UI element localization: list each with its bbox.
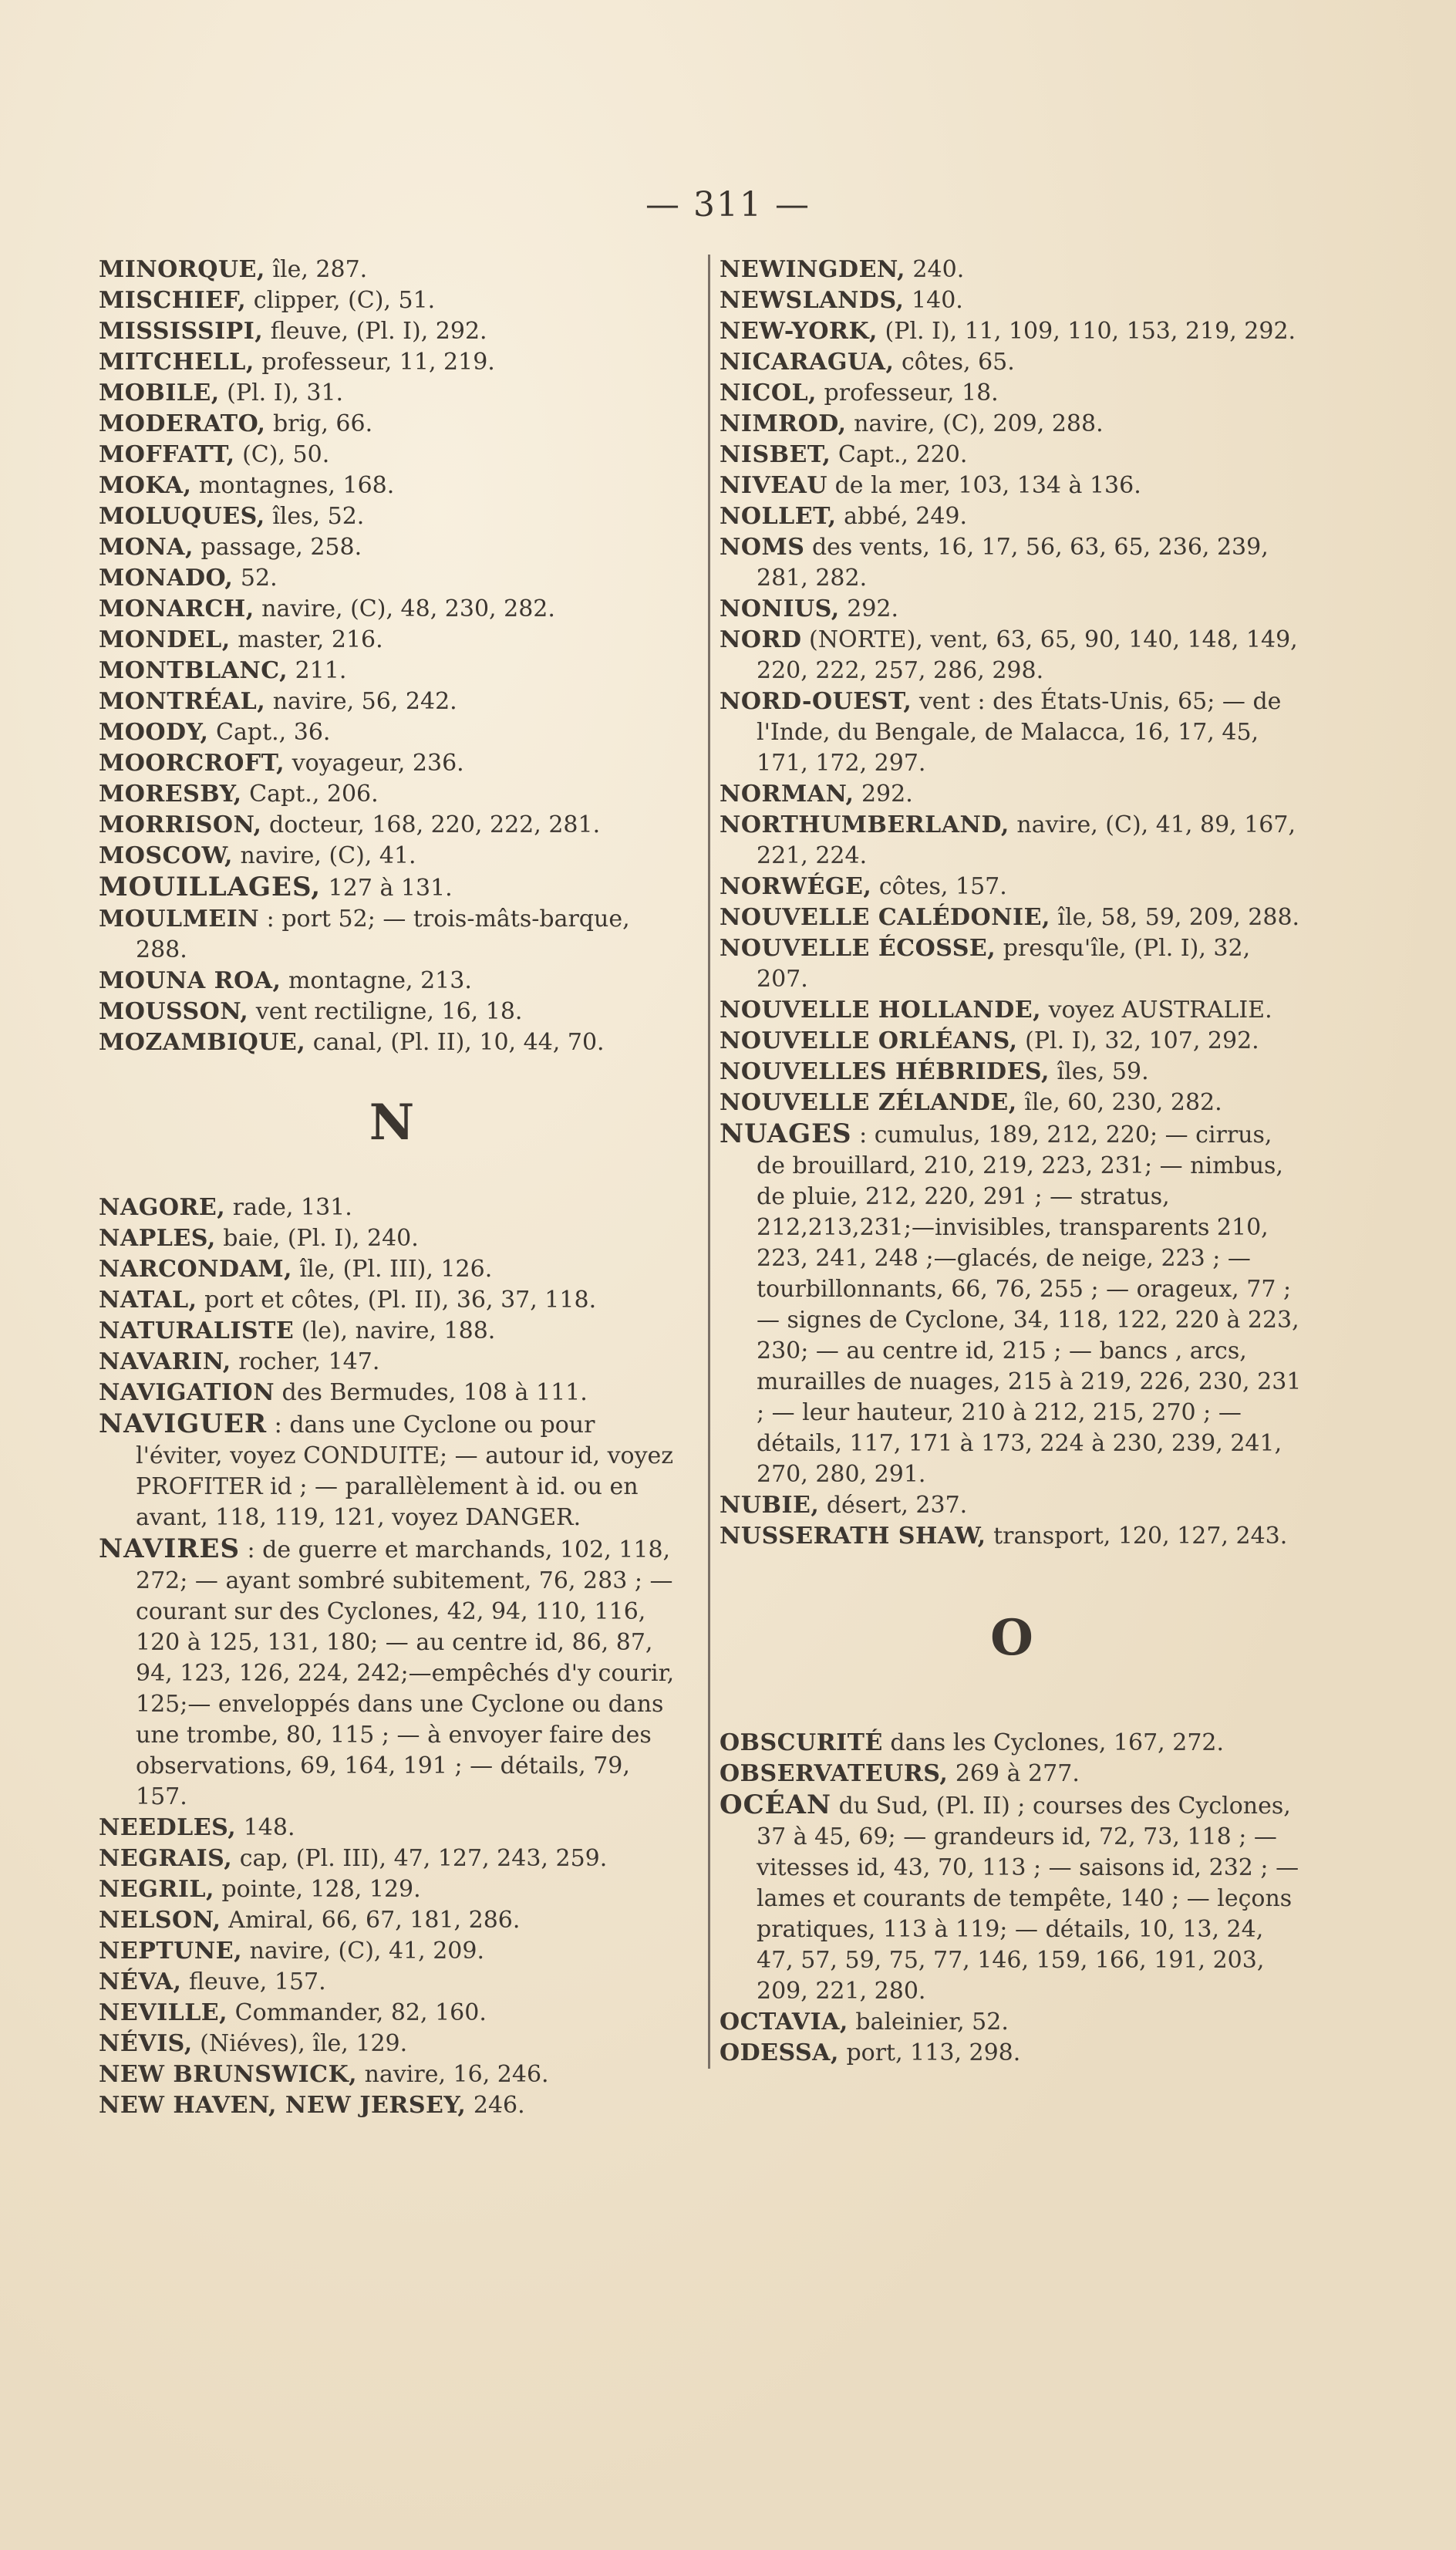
entry-references: passage, 258. <box>193 534 362 561</box>
index-entry <box>99 686 685 717</box>
index-entry <box>99 872 685 904</box>
entry-references: (Pl. I), 31. <box>219 379 344 406</box>
entry-references: îles, 59. <box>1049 1058 1149 1085</box>
entry-references: de la mer, 103, 134 à 136. <box>827 472 1141 499</box>
entry-references: navire, 16, 246. <box>357 2061 549 2088</box>
section-letter-n: N <box>369 1094 415 1152</box>
entry-headword: NORMAN, <box>720 781 854 808</box>
entry-headword: MINORQUE, <box>99 256 265 283</box>
index-entry <box>99 471 685 501</box>
index-entry <box>720 625 1304 686</box>
entry-headword: MISSISSIPI, <box>99 318 264 345</box>
entry-headword: MITCHELL, <box>99 349 254 376</box>
page-number: — 311 — <box>645 185 811 224</box>
entry-references: navire, (C), 48, 230, 282. <box>254 595 555 622</box>
index-entry <box>99 255 685 285</box>
entry-references: (Pl. I), 32, 107, 292. <box>1017 1027 1259 1054</box>
entry-references: rocher, 147. <box>231 1348 380 1375</box>
index-entry <box>99 409 685 440</box>
index-entry <box>99 1936 685 1967</box>
entry-headword: MISCHIEF, <box>99 287 247 314</box>
entry-references: 52. <box>233 565 278 592</box>
entry-references: professeur, 11, 219. <box>254 349 495 376</box>
index-entry <box>99 1874 685 1905</box>
entry-headword: NEEDLES, <box>99 1814 237 1841</box>
entry-references: 292. <box>854 781 913 808</box>
index-entry <box>720 409 1304 440</box>
entry-headword: MOZAMBIQUE, <box>99 1029 306 1056</box>
index-entry <box>99 2090 685 2121</box>
entry-references: : dans une Cyclone ou pour l'éviter, voyez CONDUITE; — autour id, voyez PROFITER id ; — parallèlement à id. ou en avant, 118, 119, 121, voyez DANGER. <box>136 1412 674 1531</box>
entry-headword: MOLUQUES, <box>99 503 265 530</box>
index-entry <box>99 1905 685 1936</box>
index-entry <box>99 997 685 1027</box>
entry-headword: NEGRAIS, <box>99 1845 233 1872</box>
entry-references: île, (Pl. III), 126. <box>292 1256 493 1283</box>
entry-references: du Sud, (Pl. II) ; courses des Cyclones, 37 à 45, 69; — grandeurs id, 72, 73, 118 ; — vitesses id, 43, 70, 113 ; — saisons id, 232 ; — lames et courants de tempête, 140 ; — leçons pratiques, 113 à 119; — détails, 10, 13, 24, 47, 57, 59, 75, 77, 146, 159, 166, 191, 203, 209, 221, 280. <box>757 1793 1299 2005</box>
entry-headword: MONTRÉAL, <box>99 688 266 715</box>
entry-references: côtes, 65. <box>894 349 1015 376</box>
entry-references: : de guerre et marchands, 102, 118, 272; — ayant sombré subitement, 76, 283 ; — courant sur des Cyclones, 42, 94, 110, 116, 120 à 125, 131, 180; — au centre id, 86, 87, 94, 123, 126, 224, 242;—empêchés d'y courir, 125;— enveloppés dans une Cyclone ou dans une trombe, 80, 115 ; — à envoyer faire des observations, 69, 164, 191 ; — détails, 79, 157. <box>136 1536 675 1810</box>
index-entry <box>720 378 1304 409</box>
index-entry <box>99 1967 685 1998</box>
entry-headword: MOULMEIN <box>99 906 260 933</box>
entry-headword: NAVARIN, <box>99 1348 231 1375</box>
index-entry <box>720 1759 1304 1789</box>
entry-references: des vents, 16, 17, 56, 63, 65, 236, 239, 281, 282. <box>757 534 1269 592</box>
index-entry <box>720 902 1304 933</box>
entry-references: pointe, 128, 129. <box>214 1876 421 1903</box>
entry-references: navire, (C), 41. <box>232 842 416 869</box>
index-entry <box>720 532 1304 594</box>
entry-references: Capt., 36. <box>208 719 331 746</box>
entry-references: montagnes, 168. <box>191 472 395 499</box>
entry-headword: NELSON, <box>99 1907 221 1934</box>
index-entry <box>99 717 685 748</box>
index-entry <box>720 347 1304 378</box>
entry-headword: NEGRIL, <box>99 1876 214 1903</box>
entry-headword: NEVILLE, <box>99 1999 228 2026</box>
index-entry <box>720 933 1304 995</box>
index-entry <box>99 841 685 872</box>
index-entry <box>720 1088 1304 1118</box>
entry-references: île, 287. <box>265 256 368 283</box>
entry-references: : cumulus, 189, 212, 220; — cirrus, de brouillard, 210, 219, 223, 231; — nimbus, de pluie, 212, 220, 291 ; — stratus, 212,213,231;—invisibles, transparents 210, 223, 241, 248 ;—glacés, de neige, 223 ; — tourbillonnants, 66, 76, 255 ; — orageux, 77 ; — signes de Cyclone, 34, 118, 122, 220 à 223, 230; — au centre id, 215 ; — bancs , arcs, murailles de nuages, 215 à 219, 226, 230, 231 ; — leur hauteur, 210 à 212, 215, 270 ; — détails, 117, 171 à 173, 224 à 230, 239, 241, 270, 280, 291. <box>757 1122 1302 1488</box>
entry-headword: NATAL, <box>99 1287 197 1314</box>
index-entry <box>99 2029 685 2059</box>
entry-headword: MOUILLAGES, <box>99 872 322 902</box>
entry-headword: NORD <box>720 626 802 653</box>
index-entry <box>99 810 685 841</box>
index-entry <box>720 1490 1304 1521</box>
entry-headword: NAPLES, <box>99 1225 216 1252</box>
entry-headword: NICOL, <box>720 379 817 406</box>
entry-references: baleinier, 52. <box>848 2009 1009 2036</box>
index-entry <box>720 594 1304 625</box>
entry-headword: NOLLET, <box>720 503 837 530</box>
index-entry <box>99 1254 685 1285</box>
index-entry <box>99 1223 685 1254</box>
entry-references: professeur, 18. <box>817 379 999 406</box>
entry-headword: MOKA, <box>99 472 192 499</box>
entry-references: 240. <box>905 256 965 283</box>
entry-references: vent : des États-Unis, 65; — de l'Inde, du Bengale, de Malacca, 16, 17, 45, 171, 172, 297. <box>757 688 1282 777</box>
entry-headword: NÉVA, <box>99 1968 182 1995</box>
entry-references: clipper, (C), 51. <box>246 287 436 314</box>
entry-headword: NOUVELLE CALÉDONIE, <box>720 904 1050 931</box>
entry-headword: MOUSSON, <box>99 998 249 1025</box>
entry-headword: MONDEL, <box>99 626 231 653</box>
entry-references: 269 à 277. <box>948 1760 1080 1787</box>
entry-headword: NORWÉGE, <box>720 873 872 900</box>
entry-headword: MOODY, <box>99 719 209 746</box>
index-entry <box>720 440 1304 471</box>
index-entry <box>99 285 685 316</box>
entry-headword: NAGORE, <box>99 1194 226 1221</box>
section-letter-o: O <box>990 1609 1033 1667</box>
index-entry <box>99 1285 685 1316</box>
index-entry <box>99 748 685 779</box>
index-entry <box>720 2007 1304 2038</box>
index-entry <box>99 594 685 625</box>
index-entry <box>99 779 685 810</box>
entry-references: montagne, 213. <box>281 967 472 994</box>
index-entry <box>99 1408 685 1533</box>
entry-headword: NONIUS, <box>720 595 840 622</box>
entry-headword: NEWINGDEN, <box>720 256 905 283</box>
entry-references: fleuve, 157. <box>181 1968 326 1995</box>
index-entry <box>720 810 1304 872</box>
entry-headword: OBSERVATEURS, <box>720 1760 949 1787</box>
entry-references: baie, (Pl. I), 240. <box>215 1225 419 1252</box>
index-entry <box>720 1026 1304 1057</box>
entry-references: master, 216. <box>230 626 383 653</box>
entry-references: (Niéves), île, 129. <box>192 2030 408 2057</box>
entry-headword: MONARCH, <box>99 595 254 622</box>
entry-references: abbé, 249. <box>836 503 968 530</box>
entry-references: docteur, 168, 220, 222, 281. <box>261 811 601 838</box>
entry-headword: NAVIRES <box>99 1533 240 1564</box>
entry-references: : port 52; — trois-mâts-barque, 288. <box>136 906 630 963</box>
index-entry <box>99 656 685 686</box>
entry-references: fleuve, (Pl. I), 292. <box>263 318 487 345</box>
index-entry <box>720 471 1304 501</box>
entry-headword: NARCONDAM, <box>99 1256 293 1283</box>
entry-references: navire, 56, 242. <box>265 688 457 715</box>
entry-references: Amiral, 66, 67, 181, 286. <box>221 1907 521 1934</box>
entry-headword: NAVIGATION <box>99 1379 275 1406</box>
entry-headword: NOMS <box>720 534 805 561</box>
entry-references: voyez AUSTRALIE. <box>1041 997 1272 1024</box>
index-entry <box>99 378 685 409</box>
entry-headword: NUBIE, <box>720 1492 820 1519</box>
entry-headword: MORRISON, <box>99 811 262 838</box>
index-entry <box>99 532 685 563</box>
entry-headword: NEW HAVEN, NEW JERSEY, <box>99 2092 467 2119</box>
entry-references: (NORTE), vent, 63, 65, 90, 140, 148, 149, 220, 222, 257, 286, 298. <box>757 626 1298 684</box>
entry-references: navire, (C), 41, 89, 167, 221, 224. <box>757 811 1296 869</box>
index-entry <box>99 1533 685 1813</box>
entry-headword: NUSSERATH SHAW, <box>720 1523 986 1550</box>
entry-references: transport, 120, 127, 243. <box>986 1523 1288 1550</box>
entry-references: 148. <box>236 1814 295 1841</box>
index-entry <box>99 1347 685 1378</box>
index-entry <box>720 2038 1304 2069</box>
entry-references: îles, 52. <box>265 503 365 530</box>
entry-headword: MODERATO, <box>99 410 266 437</box>
entry-headword: NICARAGUA, <box>720 349 895 376</box>
entry-headword: MOSCOW, <box>99 842 233 869</box>
entry-references: île, 58, 59, 209, 288. <box>1050 904 1300 931</box>
index-entry <box>99 966 685 997</box>
index-entry <box>720 1521 1304 1552</box>
entry-references: Capt., 220. <box>831 441 968 468</box>
entry-headword: NOUVELLE ÉCOSSE, <box>720 935 996 962</box>
entry-headword: NOUVELLE HOLLANDE, <box>720 997 1042 1024</box>
entry-headword: OBSCURITÉ <box>720 1729 883 1756</box>
entry-references: presqu'île, (Pl. I), 32, 207. <box>757 935 1251 993</box>
entry-headword: OCTAVIA, <box>720 2009 848 2036</box>
index-entry <box>720 255 1304 285</box>
m-entries-list <box>99 255 685 1058</box>
entry-references: 292. <box>839 595 899 622</box>
entry-headword: NEWSLANDS, <box>720 287 905 314</box>
entry-headword: NATURALISTE <box>99 1317 295 1344</box>
entry-references: navire, (C), 41, 209. <box>242 1938 485 1965</box>
right-column <box>708 255 1304 2069</box>
entry-headword: MOFFATT, <box>99 441 235 468</box>
index-entry <box>99 1378 685 1408</box>
index-entry <box>99 563 685 594</box>
entry-headword: NOUVELLE ZÉLANDE, <box>720 1089 1017 1116</box>
entry-references: dans les Cyclones, 167, 272. <box>882 1729 1225 1756</box>
entry-references: cap, (Pl. III), 47, 127, 243, 259. <box>232 1845 608 1872</box>
entry-references: vent rectiligne, 16, 18. <box>248 998 523 1025</box>
n-entries-list-right <box>720 255 1304 1552</box>
entry-headword: NUAGES <box>720 1118 852 1149</box>
entry-headword: MOUNA ROA, <box>99 967 281 994</box>
n-entries-list-left <box>99 1192 685 2121</box>
index-entry <box>99 2059 685 2090</box>
entry-headword: ODESSA, <box>720 2039 839 2066</box>
index-entry <box>720 779 1304 810</box>
entry-references: 211. <box>288 657 347 684</box>
entry-headword: NORTHUMBERLAND, <box>720 811 1009 838</box>
index-entry <box>99 1998 685 2029</box>
entry-references: canal, (Pl. II), 10, 44, 70. <box>305 1029 605 1056</box>
entry-headword: OCÉAN <box>720 1789 832 1820</box>
entry-references: 246. <box>466 2092 525 2119</box>
entry-headword: NEW BRUNSWICK, <box>99 2061 358 2088</box>
index-entry <box>720 686 1304 779</box>
entry-headword: MONADO, <box>99 565 234 592</box>
entry-headword: NIVEAU <box>720 472 828 499</box>
index-entry <box>720 995 1304 1026</box>
entry-references: 140. <box>904 287 963 314</box>
entry-references: port, 113, 298. <box>838 2039 1021 2066</box>
entry-headword: NIMROD, <box>720 410 847 437</box>
index-entry <box>720 1118 1304 1490</box>
entry-references: côtes, 157. <box>871 873 1007 900</box>
entry-references: (C), 50. <box>234 441 330 468</box>
entry-references: voyageur, 236. <box>285 750 464 777</box>
entry-references: brig, 66. <box>265 410 373 437</box>
entry-references: (le), navire, 188. <box>294 1317 496 1344</box>
entry-headword: MORESBY, <box>99 781 242 808</box>
index-entry <box>99 625 685 656</box>
o-entries-list <box>720 1728 1304 2069</box>
index-entry <box>99 1192 685 1223</box>
entry-headword: NISBET, <box>720 441 831 468</box>
entry-headword: MOORCROFT, <box>99 750 285 777</box>
entry-headword: NOUVELLES HÉBRIDES, <box>720 1058 1050 1085</box>
index-entry <box>99 1843 685 1874</box>
entry-headword: NEPTUNE, <box>99 1938 243 1965</box>
entry-references: (Pl. I), 11, 109, 110, 153, 219, 292. <box>878 318 1296 345</box>
index-entry <box>99 904 685 966</box>
entry-headword: NAVIGUER <box>99 1408 268 1439</box>
entry-references: île, 60, 230, 282. <box>1016 1089 1222 1116</box>
index-entry <box>99 440 685 471</box>
index-entry <box>99 1316 685 1347</box>
index-entry <box>720 1057 1304 1088</box>
entry-headword: NÉVIS, <box>99 2030 193 2057</box>
entry-references: navire, (C), 209, 288. <box>846 410 1104 437</box>
entry-headword: MONA, <box>99 534 194 561</box>
index-entry <box>99 501 685 532</box>
entry-references: rade, 131. <box>225 1194 352 1221</box>
index-entry <box>720 872 1304 902</box>
index-entry <box>720 501 1304 532</box>
entry-headword: NEW-YORK, <box>720 318 878 345</box>
entry-references: désert, 237. <box>819 1492 968 1519</box>
index-entry <box>99 316 685 347</box>
index-entry <box>99 1027 685 1058</box>
left-column <box>99 255 685 2121</box>
entry-headword: NORD-OUEST, <box>720 688 912 715</box>
entry-references: des Bermudes, 108 à 111. <box>275 1379 588 1406</box>
index-entry <box>720 1789 1304 2007</box>
entry-headword: MONTBLANC, <box>99 657 288 684</box>
entry-references: 127 à 131. <box>321 875 453 902</box>
entry-references: port et côtes, (Pl. II), 36, 37, 118. <box>197 1287 597 1314</box>
entry-references: Capt., 206. <box>241 781 379 808</box>
entry-headword: MOBILE, <box>99 379 220 406</box>
entry-references: Commander, 82, 160. <box>228 1999 487 2026</box>
entry-headword: NOUVELLE ORLÉANS, <box>720 1027 1018 1054</box>
index-entry <box>99 1813 685 1843</box>
index-entry <box>99 347 685 378</box>
index-entry <box>720 285 1304 316</box>
index-entry <box>720 316 1304 347</box>
index-entry <box>720 1728 1304 1759</box>
